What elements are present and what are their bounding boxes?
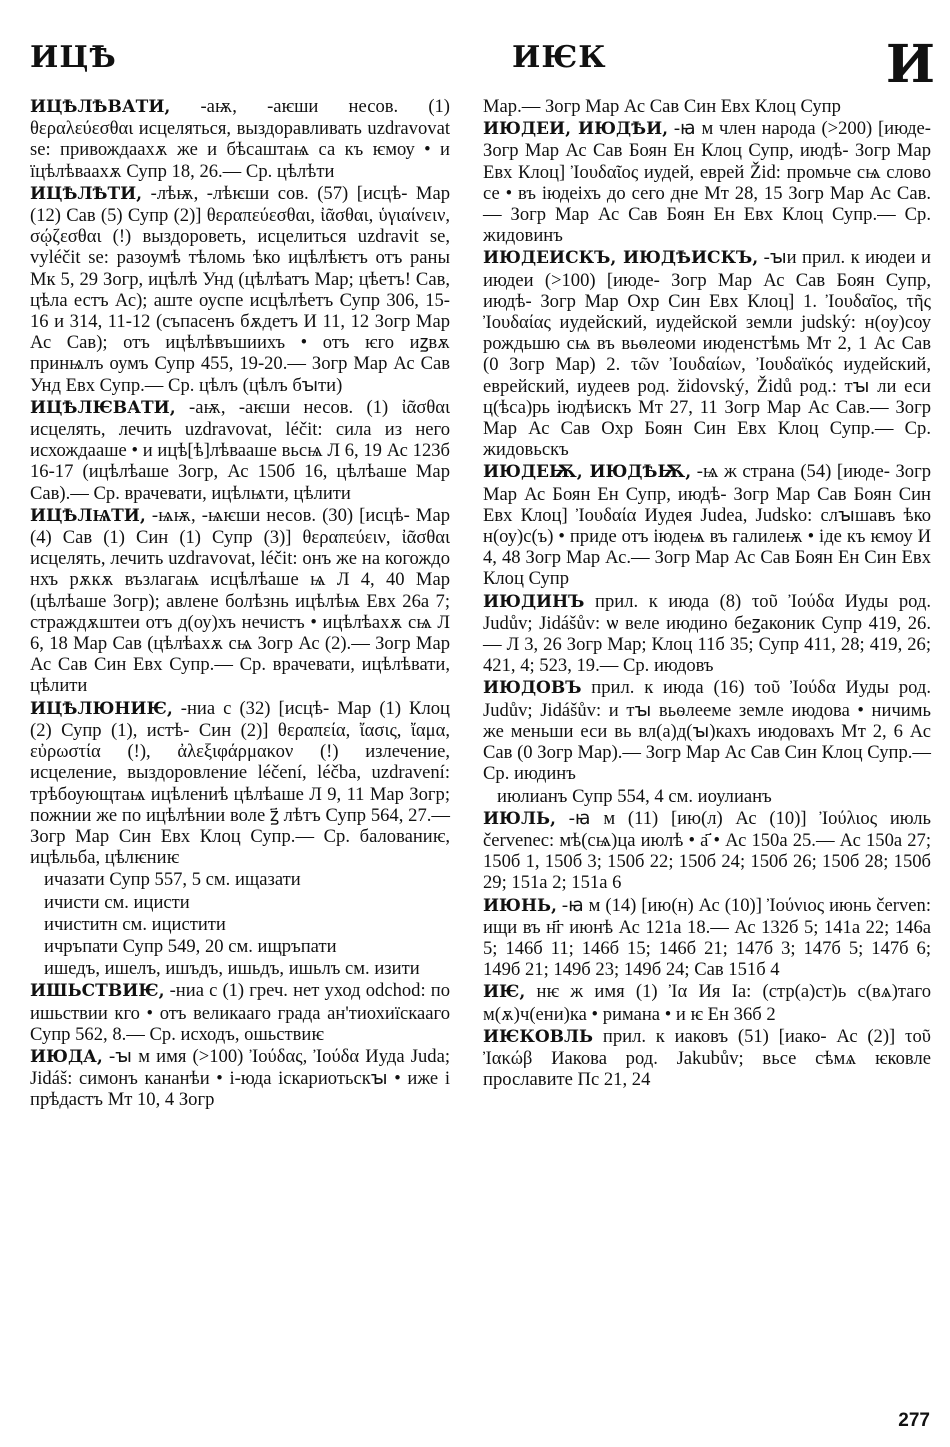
dictionary-entry bbox=[483, 96, 931, 117]
dictionary-entry bbox=[30, 914, 450, 935]
headword: ИЮДИНЪ bbox=[483, 591, 585, 612]
headword: ИЦѢЛѤВАТИ, bbox=[30, 397, 176, 418]
entry-text: Мар.— Зогр Мар Ас Сав Син Евх Клоц Супр bbox=[483, 96, 841, 117]
dictionary-entry bbox=[483, 1026, 931, 1091]
headword: ИЦѢЛѨТИ, bbox=[30, 505, 146, 526]
section-letter: И bbox=[885, 34, 936, 95]
dictionary-entry bbox=[30, 505, 450, 697]
entry-text: -ꙗ м (11) [ию(л) Ас (10)] Ἰούλιος июль červenec: мѣ(сѩ)ца июлѣ • а҃ • Ас 150а 25.— Ас 150а 27; 150б 1, 150б 3; 150б 22; 150б 24; 150б 26; 150б 28; 150б 29; 151а 2; 151а 6 bbox=[483, 807, 931, 894]
dictionary-entry bbox=[483, 591, 931, 677]
dictionary-entry bbox=[30, 936, 450, 957]
dictionary-entry bbox=[483, 461, 931, 589]
entry-text: -ниа с (32) [исцѣ- Мар (1) Клоц (2) Супр (1), истѣ- Син (2)] θεραπεία, ἴασις, ἴαμα, εὐρωστία (!), ἀλεξιφάρμακον (!) излечение, исцеление, выздоровление léčení, léčba, uzdravení: трѣбоующтаѩ ицѣлениѣ цѣлѣаше Л 9, 11 Мар Зогр; пожнии же по ицѣлѣнии воле ꙁ҃ лѣтъ Супр 564, 27.— Зогр Мар Син Евх Клоц Супр.— Ср. балованиѥ, ицѣльба, цѣлѥниѥ bbox=[30, 697, 450, 869]
headword: ИЮЛЬ, bbox=[483, 808, 556, 829]
entry-text: нѥ ж имя (1) Ἰα Ия Ia: (стр(а)ст)ь с(вѧ)таго м(ѫ)ч(ени)ка • римана • и ѥ Ен 36б 2 bbox=[483, 981, 931, 1025]
headword: ИЮДЕѬ, ИЮДѢѬ, bbox=[483, 462, 692, 483]
entry-text: -ꙑ м имя (>100) Ἰούδας, Ἰούδα Иуда Juda; Jidáš: симонъ кананѣи • і-юда іскариотьскꙑ • иже і прѣдастъ Мт 10, 4 Зогр bbox=[30, 1045, 450, 1111]
dictionary-entry bbox=[30, 869, 450, 890]
right-column bbox=[483, 96, 931, 1091]
headword: ИѤКОВЛЬ bbox=[483, 1026, 594, 1047]
entry-text: ичазати Супр 557, 5 см. ищазати bbox=[44, 869, 301, 891]
dictionary-entry bbox=[30, 698, 450, 869]
entry-text: -ѩ ж страна (54) [июде- Зогр Мар Ас Боян Ен Супр, июдѣ- Зогр Мар Сав Боян Син Евх Клоц] Ἰουδαία Иудея Judea, Judsko: слꙑшавъ ѣко н(оу)с(ъ) • приде отъ іюдеѩ въ галилеѭ • іде къ ѥмоу И 4, 48 Зогр Мар Ас.— Зогр Мар Ас Сав Боян Ен Син Евх Клоц Супр bbox=[483, 461, 931, 590]
entry-text: -аѭ, -аѥши несов. (1) θεραλεύεσθαι исцеляться, выздоравливать uzdravovat se: привождаахѫ же и бѣсаштаѩ са къ ѥмоу • и їцѣлѣваахѫ Супр 18, 26.— Ср. цѣлѣти bbox=[30, 96, 450, 182]
headword: ИЦѢЛЮНИѤ, bbox=[30, 698, 173, 719]
running-head-left: ИЦѢ bbox=[30, 40, 117, 75]
dictionary-entry bbox=[483, 677, 931, 784]
headword: ИѤ, bbox=[483, 982, 526, 1003]
dictionary-entry bbox=[483, 981, 931, 1024]
entry-text: ишедъ, ишелъ, ишъдъ, ишьдъ, ишьлъ см. изити bbox=[44, 958, 420, 980]
dictionary-entry bbox=[30, 96, 450, 182]
entry-text: -ꙗ м член народа (>200) [июде- Зогр Мар Ас Сав Боян Ен Клоц Супр, июдѣ- Зогр Мар Евх Клоц] Ἰουδαῖος иудей, еврей Žid: промьче сѩ слово се • въ іюдеіхъ до сего дне Мт 28, 15 Зогр Мар Ас Сав.— Зогр Мар Ас Сав Боян Ен Евх Клоц Супр.— Ср. жидовинъ bbox=[483, 118, 931, 247]
entry-text: -ꙑи прил. к июдеи и июдеи (>100) [июде- Зогр Мар Ас Сав Боян Супр, июдѣ- Зогр Мар Охр Син Евх Клоц] 1. Ἰουδαῖος, τῆς Ἰουδαίας иудейский, иудейской земли judský: н(оу)соу рождьшю сѩ въ вьѳлеоми июденстѣмь Мт 2, 1 Ас Сав (0 Зогр Мар) 2. τῶν Ἰουδαίων, Ἰουδαϊκός иудейский, еврейский, иудеев род. židovský, Židů род.: тꙑ ли еси ц(ѣса)рь іюдѣискъ Мт 27, 11 Зогр Мар Ас Сав.— Зогр Мар Ас Сав Охр Боян Син Евх Клоц Супр.— Ср. жидовьскъ bbox=[483, 247, 932, 461]
dictionary-entry bbox=[483, 786, 931, 807]
dictionary-entry bbox=[483, 808, 931, 894]
entry-text: -аѭ, -аѥши несов. (1) ἰᾶσθαι исцелять, лечить uzdravovat, léčit: сила из него исхождааше • и ицѣ[ѣ]лѣвааше вьсѩ Л 6, 19 Ас 123б 16-17 (ицѣлѣаше Зогр, Ас 150б 16, цѣлѣаше Мар Сав).— Ср. врачевати, ицѣлѩти, цѣлити bbox=[30, 396, 450, 504]
dictionary-entry bbox=[483, 118, 931, 246]
entry-text: ичиститн см. ицистити bbox=[44, 913, 226, 935]
entry-text: -ниа с (1) греч. нет уход odchod: по ишьствии кго • отъ великааго града ан'тиохиїскааго Супр 562, 8.— Ср. исходъ, ошьствиѥ bbox=[30, 980, 450, 1045]
headword: ИЦѢЛѢТИ, bbox=[30, 183, 143, 204]
dictionary-entry bbox=[30, 980, 450, 1045]
entry-text: июлианъ Супр 554, 4 см. иоулианъ bbox=[497, 785, 772, 807]
running-head-center: ИѤК bbox=[512, 40, 607, 75]
dictionary-entry bbox=[30, 397, 450, 504]
left-column bbox=[30, 96, 450, 1112]
entry-text: прил. к июда (16) τοῦ Ἰούδα Иуды род. Judův; Jidášův: и тꙑ вьѳлееме земле июдова • ничимь же меньши еси вь вл(а)д(ꙑ)кахъ июдовахъ Мт 2, 6 Ас Сав (0 Зогр Мар).— Зогр Мар Ас Сав Син Клоц Супр.— Ср. июдинъ bbox=[483, 677, 931, 785]
entry-text: -лѣѭ, -лѣѥши сов. (57) [исцѣ- Мар (12) Сав (5) Супр (2)] θεραπεύεσθαι, ἰᾶσθαι, ὑγιαίνειν, σῴζεσθαι (!) выздороветь, исцелиться uzdravit se, vyléčit se: разоумѣ тѣломь ѣко ицѣлѣѥтъ отъ раны Мк 5, 29 Зогр, ицѣлѣ Унд (цѣлѣатъ Мар; цѣетъ! Сав, цѣла естъ Ас); аште оуспе исцѣлѣетъ Супр 306, 15-16 и 314, 11-12 (съпасенъ бѫдетъ И 11, 12 Зогр Мар Ас Сав); отъ ицѣлѣвъшиихъ • отъ ѥго иꙁвѫ принѩлъ оумъ Супр 455, 19-20.— Зогр Мар Ас Сав Унд Евх Супр.— Ср. цѣлъ (цѣлъ бꙑти) bbox=[30, 182, 450, 396]
headword: ИЮДА, bbox=[30, 1046, 103, 1067]
dictionary-entry bbox=[30, 183, 450, 396]
entry-text: -ѩѭ, -ѩѥши несов. (30) [исцѣ- Мар (4) Сав (1) Син (1) Супр (3)] θεραπεύειν, ἰᾶσθαι исцелять, лечить uzdravovat, léčit: онъ же на когождо нхъ рѫкѫ възлагаѩ исцѣлѣаше ѩ Л 4, 40 Мар (цѣлѣаше Зогр); авлене болѣзнь ицѣлѣѩ Евх 26а 7; страждѫштеи отъ д(оу)хъ нечистъ • ицѣлѣахѫ сѩ Л 6, 18 Мар Сав (цѣлѣахѫ сѩ Зогр Ас (2).— Зогр Мар Ас Сав Син Евх Супр.— Ср. врачевати, ицѣлѣвати, цѣлити bbox=[30, 504, 450, 697]
entry-text: ичисти см. ицисти bbox=[44, 891, 190, 913]
dictionary-entry bbox=[483, 895, 931, 981]
entry-text: прил. к иаковъ (51) [иако- Ас (2)] τοῦ Ἰακώβ Иакова род. Jakubův; вьсе сѣмѧ ѥковле прославите Пс 21, 24 bbox=[483, 1025, 931, 1091]
headword: ИЮНЬ, bbox=[483, 895, 557, 916]
entry-text: прил. к июда (8) τοῦ Ἰούδα Иуды род. Judův; Jidášův: ѡ веле июдино беꙁаконик Супр 419, 26.— Л 3, 26 Зогр Мар; Клоц 11б 35; Супр 411, 28; 419, 26; 421, 4; 523, 19.— Ср. июдовъ bbox=[483, 590, 931, 677]
headword: ИШЬСТВИѤ, bbox=[30, 981, 165, 1002]
dictionary-entry bbox=[30, 1046, 450, 1111]
headword: ИЮДОВЪ bbox=[483, 678, 582, 699]
entry-text: ичръпати Супр 549, 20 см. ищръпати bbox=[44, 935, 337, 957]
headword: ИЮДЕИСКЪ, ИЮДѢИСКЪ, bbox=[483, 248, 759, 269]
headword: ИЦѢЛѢВАТИ, bbox=[30, 97, 171, 117]
dictionary-entry bbox=[30, 958, 450, 979]
dictionary-entry bbox=[483, 247, 931, 460]
dictionary-entry bbox=[30, 892, 450, 913]
headword: ИЮДЕИ, ИЮДѢИ, bbox=[483, 119, 669, 140]
entry-text: -ꙗ м (14) [ию(н) Ас (10)] Ἰούνιος июнь červen: ищи въ н҃г июнѣ Ас 121а 18.— Ас 132б 5; 141а 22; 146а 5; 146б 11; 146б 15; 146б 21; 147б 3; 147б 5; 147б 6; 149б 21; 149б 23; 149б 24; Сав 151б 4 bbox=[483, 894, 931, 981]
page-number: 277 bbox=[898, 1410, 930, 1431]
